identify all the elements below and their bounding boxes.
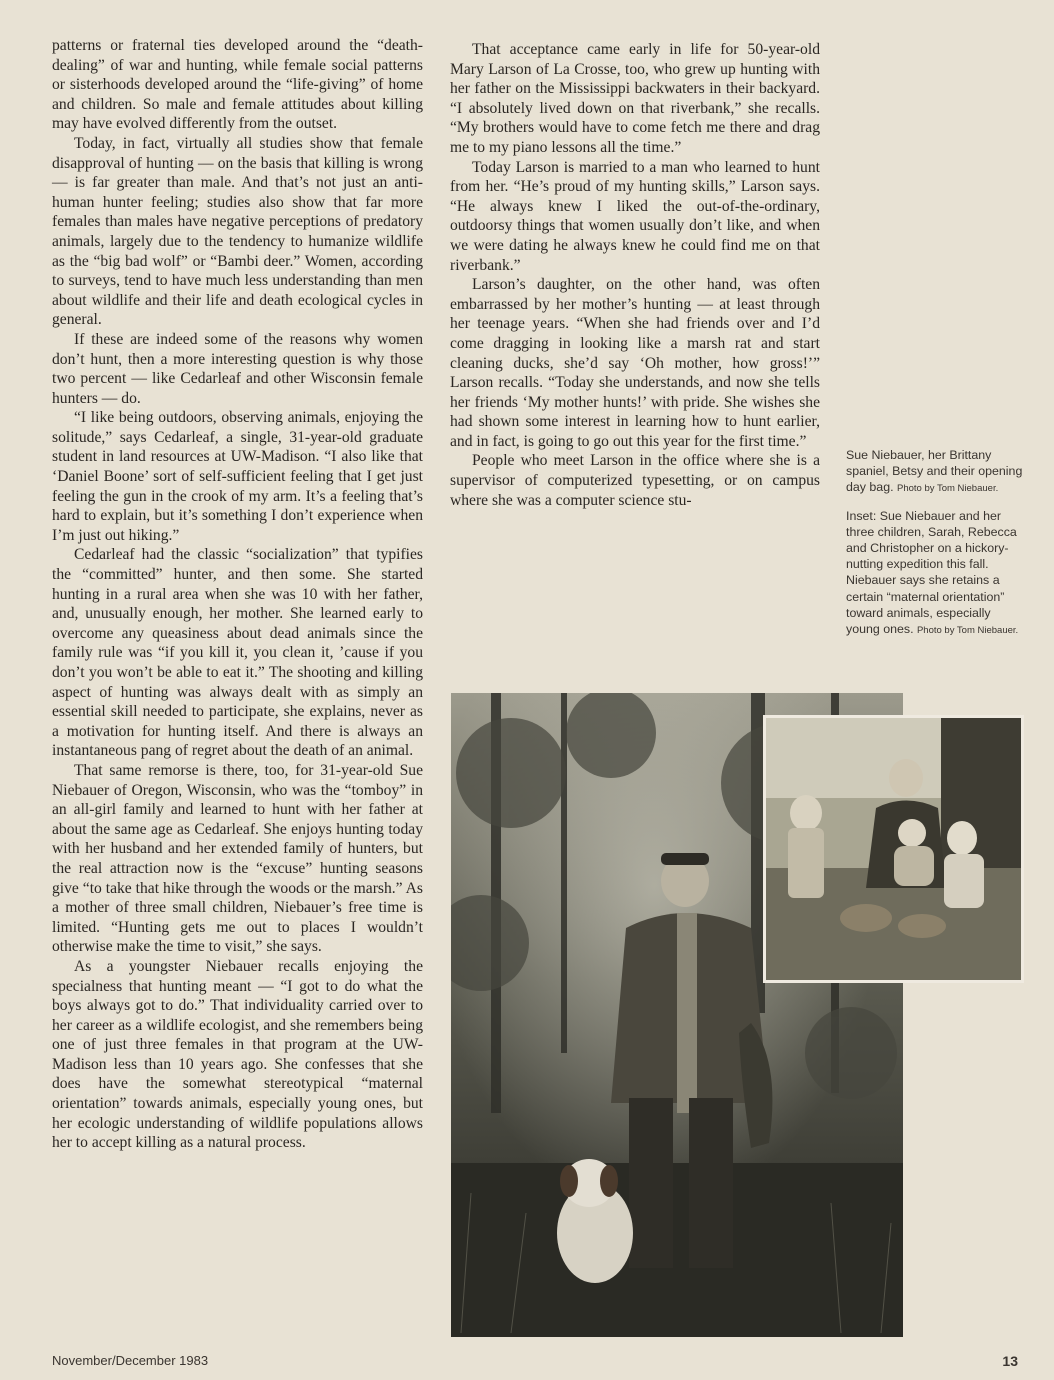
paragraph: As a youngster Niebauer recalls enjoying the specialness that hunting meant — “I got to do what the boys always got to do.” That individuality carried over to her career as a wildlife ecologist, and she remembers being one of just three females in that program at the UW-Madison less than 10 years ago. She confesses that she does have the somewhat stereotypical “maternal orientation” towards animals, especially young ones, but her ecologic understanding of wildlife populations allows her to accept killing as a natural process. — [52, 957, 423, 1152]
paragraph: If these are indeed some of the reasons why women don’t hunt, then a more interesting question is why those two percent — like Cedarleaf and other Wisconsin female hunters — do. — [52, 330, 423, 407]
issue-date: November/December 1983 — [52, 1353, 209, 1368]
paragraph: patterns or fraternal ties developed around the “death-dealing” of war and hunting, while female social patterns or sisterhoods developed around the “life-giving” of home and children. So male and female attitudes about killing may have evolved differently from the outset. — [52, 37, 423, 133]
caption-text: Sue Niebauer, her Brittany spaniel, Betsy and their opening day bag. — [846, 448, 1023, 495]
paragraph: “I like being outdoors, observing animals, enjoying the solitude,” says Cedarleaf, a single, 31-year-old graduate student in land resources at UW-Madison. “I also like that ‘Daniel Boone’ sort of self-sufficient feeling that I get just feeling the gun in the crook of my arm. It’s a feeling that’s hard to explain, but it’s something I don’t experience when I’m just out hiking.” — [52, 409, 423, 544]
paragraph: People who meet Larson in the office where she is a supervisor of computerized typesetting, or on campus where she was a computer science stu- — [450, 452, 820, 509]
paragraph: Today Larson is married to a man who learned to hunt from her. “He’s proud of my hunting skills,” Larson says. “He always knew I liked the out-of-the-ordinary, outdoorsy things that women usually don’t like, and when we were dating he always knew he could find me on that riverbank.” — [450, 158, 820, 274]
photo-credit: Photo by Tom Niebauer. — [897, 483, 999, 495]
paragraph: That acceptance came early in life for 50-year-old Mary Larson of La Crosse, too, who grew up hunting with her father on the Mississippi backwaters in their backyard. “I absolutely lived down on that riverbank,” she recalls. “My brothers would have to come fetch me there and drag me to my piano lessons all the time.” — [450, 41, 820, 156]
article-column-left — [52, 36, 423, 1153]
inset-photo-family — [763, 715, 1024, 983]
photo-illustration — [766, 718, 1021, 980]
paragraph: That same remorse is there, too, for 31-year-old Sue Niebauer of Oregon, Wisconsin, who was the “tomboy” in an all-girl family and learned to hunt with her father at about the same age as Cedarleaf. She enjoys hunting today with her husband and her extended family of hunters, but the real attraction now is the “excuse” hunting seasons give “to take that hike through the woods or the marsh.” As a mother of three small children, Niebauer’s free time is limited. “Hunting gets me out to places I wouldn’t otherwise make the time to visit,” she says. — [52, 761, 423, 956]
photo-credit: Photo by Tom Niebauer. — [916, 625, 1019, 637]
paragraph: Larson’s daughter, on the other hand, was often embarrassed by her mother’s hunting — at least through her teenage years. “When she had friends over and I’d come dragging in looking like a marsh rat and start cleaning ducks, she’d say ‘Oh mother, how gross!’” Larson recalls. “Today she understands, and now she tells her friends ‘My mother hunts!’ with pride. She wishes she had shown some interest in learning how to hunt earlier, and in fact, is going to go out this year for the first time.” — [450, 276, 820, 450]
paragraph: Today, in fact, virtually all studies show that female disapproval of hunting — on the basis that killing is wrong — is far greater than male. And that’s not just an anti-human hunter feeling; studies also show that far more females than males have negative perceptions of predatory animals, largely due to the tendency to humanize wildlife as the “big bad wolf” or “Bambi deer.” Women, according to surveys, tend to have much less understanding than men about wildlife and their life and death ecological cycles in general. — [52, 134, 423, 329]
main-photo-caption — [846, 447, 1024, 498]
caption-text: Inset: Sue Niebauer and her three children, Sarah, Rebecca and Christopher on a hickory-nutting expedition this fall. Niebauer says she retains a certain “maternal orientation” toward animals, especially young ones. — [846, 508, 1017, 637]
article-column-middle — [450, 40, 820, 510]
paragraph: Cedarleaf had the classic “socialization” that typifies the “committed” hunter, and then some. She started hunting in a rural area when she was 10 with her father, and, unusually enough, her mother. She learned early to overcome any queasiness about dead animals since the family rule was “if you kill it, you clean it, ’cause if you don’t you won’t be able to eat it.” The shooting and killing aspect of hunting was always dealt with as simply an essential skill needed to participate, she explains, never as a motivation for hunting itself. And there is always an instantaneous pang of regret about the death of an animal. — [52, 546, 423, 760]
photo-captions — [846, 447, 1024, 649]
page-number: 13 — [1002, 1353, 1018, 1369]
inset-photo-caption — [846, 508, 1024, 640]
